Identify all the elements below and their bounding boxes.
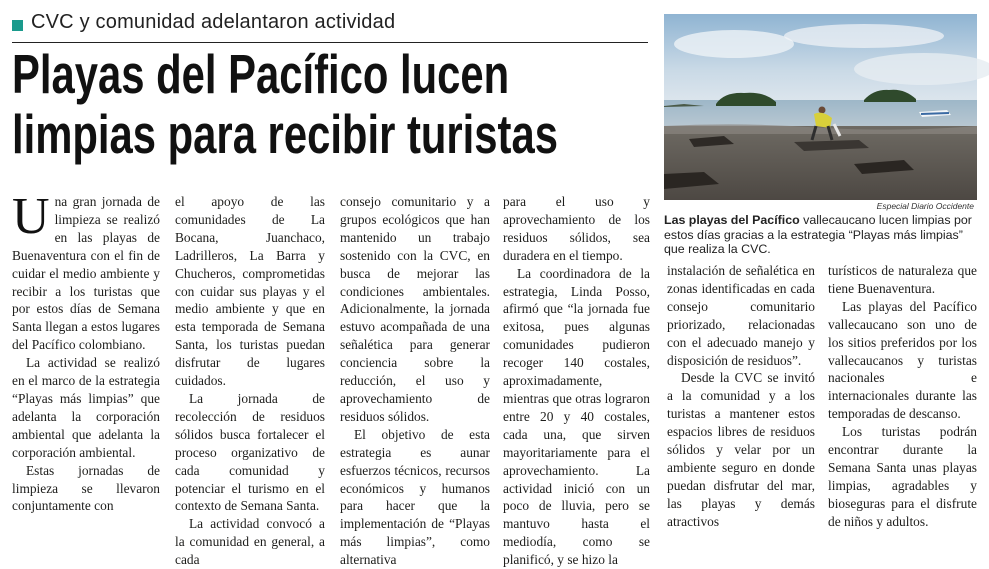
section-kicker [12,8,648,43]
paragraph: La actividad se realizó en el marco de la estrategia “Playas más limpias” que adelanta la corporación ambiental que adelanta la corporación ambiental. [12,355,160,460]
article-column-4 [503,193,650,568]
paragraph: consejo comunitario y a grupos ecológicos que han mantenido un trabajo sostenido con la CVC, en busca de mejorar las condiciones ambientales. Adicionalmente, la jornada estuvo acompañada de una señalética para generar conciencia sobre la reducción, el uso y aprovechamiento de residuos sólidos. [340,194,490,424]
photo-caption [664,213,977,257]
paragraph: Desde la CVC se invitó a la comunidad y a los turistas a mantener estos espacios libres de residuos sólidos y velar por un ambiente seguro en donde puedan disfrutar del mar, las playas y demás atractivos [667,370,815,529]
paragraph: La coordinadora de la estrategia, Linda Posso, afirmó que “la jornada fue exitosa, pues algunas comunidades pudieron recoger 140 costales, aproximadamente, mientras que otras lograron entre 20 y 40 costales, cada una, que sirven mayoritariamente para el aprovechamiento. La actividad inició con un poco de lluvia, pero se mantuvo hasta el mediodía, como se planificó, y se hizo la [503,265,650,568]
article-column-3 [340,193,490,568]
caption-bold: Las playas del Pacífico [664,213,800,227]
article-column-1 [12,188,160,514]
paragraph: instalación de señalética en zonas identificadas en cada consejo comunitario priorizado, relacionadas con el adecuado manejo y disposición de residuos”. [667,263,815,368]
headline [12,43,558,165]
article-column-6 [828,262,977,529]
headline-line-2: limpias para recibir turistas [12,103,558,165]
paragraph-text: na gran jornada de limpieza se realizó en las playas de Buenaventura con el fin de cuidar el medio ambiente y recibir a los turistas que por estos días de Semana Santa llegan a estos lugares del Pacífico colombiano. [12,194,160,353]
article-column-2 [175,193,325,568]
paragraph: Los turistas podrán encontrar durante la Semana Santa unas playas limpias, agradables y bioseguras para el disfrute de niños y adultos. [828,424,977,529]
photo-credit: Especial Diario Occidente [876,201,974,211]
beach-photo-image [664,14,977,200]
paragraph: para el uso y aprovechamiento de los residuos sólidos, sea duradera en el tiempo. [503,194,650,263]
paragraph: La jornada de recolección de residuos sólidos busca fortalecer el proceso organizativo de cada comunidad y potenciar el turismo en el contexto de Semana Santa. [175,390,325,514]
kicker-square-icon [12,20,23,31]
paragraph [12,188,160,354]
paragraph: Estas jornadas de limpieza se llevaron conjuntamente con [12,462,160,514]
article-column-5 [667,262,815,529]
headline-line-1: Playas del Pacífico lucen [12,43,510,105]
paragraph: turísticos de naturaleza que tiene Buenaventura. [828,263,977,296]
drop-cap: U [12,188,50,245]
paragraph: Las playas del Pacífico vallecaucano son uno de los sitios preferidos por los vallecaucanos y turistas nacionales e internacionales durante las temporadas de descanso. [828,298,977,422]
paragraph: el apoyo de las comunidades de La Bocana, Juanchaco, Ladrilleros, La Barra y Chucheros, comprometidas con cuidar sus playas y el medio ambiente y que en esta temporada de Semana Santa, los turistas puedan disfrutar de lugares cuidados. [175,194,325,389]
beach-photo [664,14,977,200]
paragraph: La actividad convocó a la comunidad en general, a cada [175,516,325,568]
paragraph: El objetivo de esta estrategia es aunar esfuerzos técnicos, recursos económicos y humanos para hacer que la implementación de “Playas más limpias”, como alternativa [340,426,490,568]
kicker-text: CVC y comunidad adelantaron actividad [31,11,396,33]
caption-text: vallecaucano lucen limpias por estos días gracias a la estrategia “Playas más limpias” que realiza la CVC. [664,213,972,256]
